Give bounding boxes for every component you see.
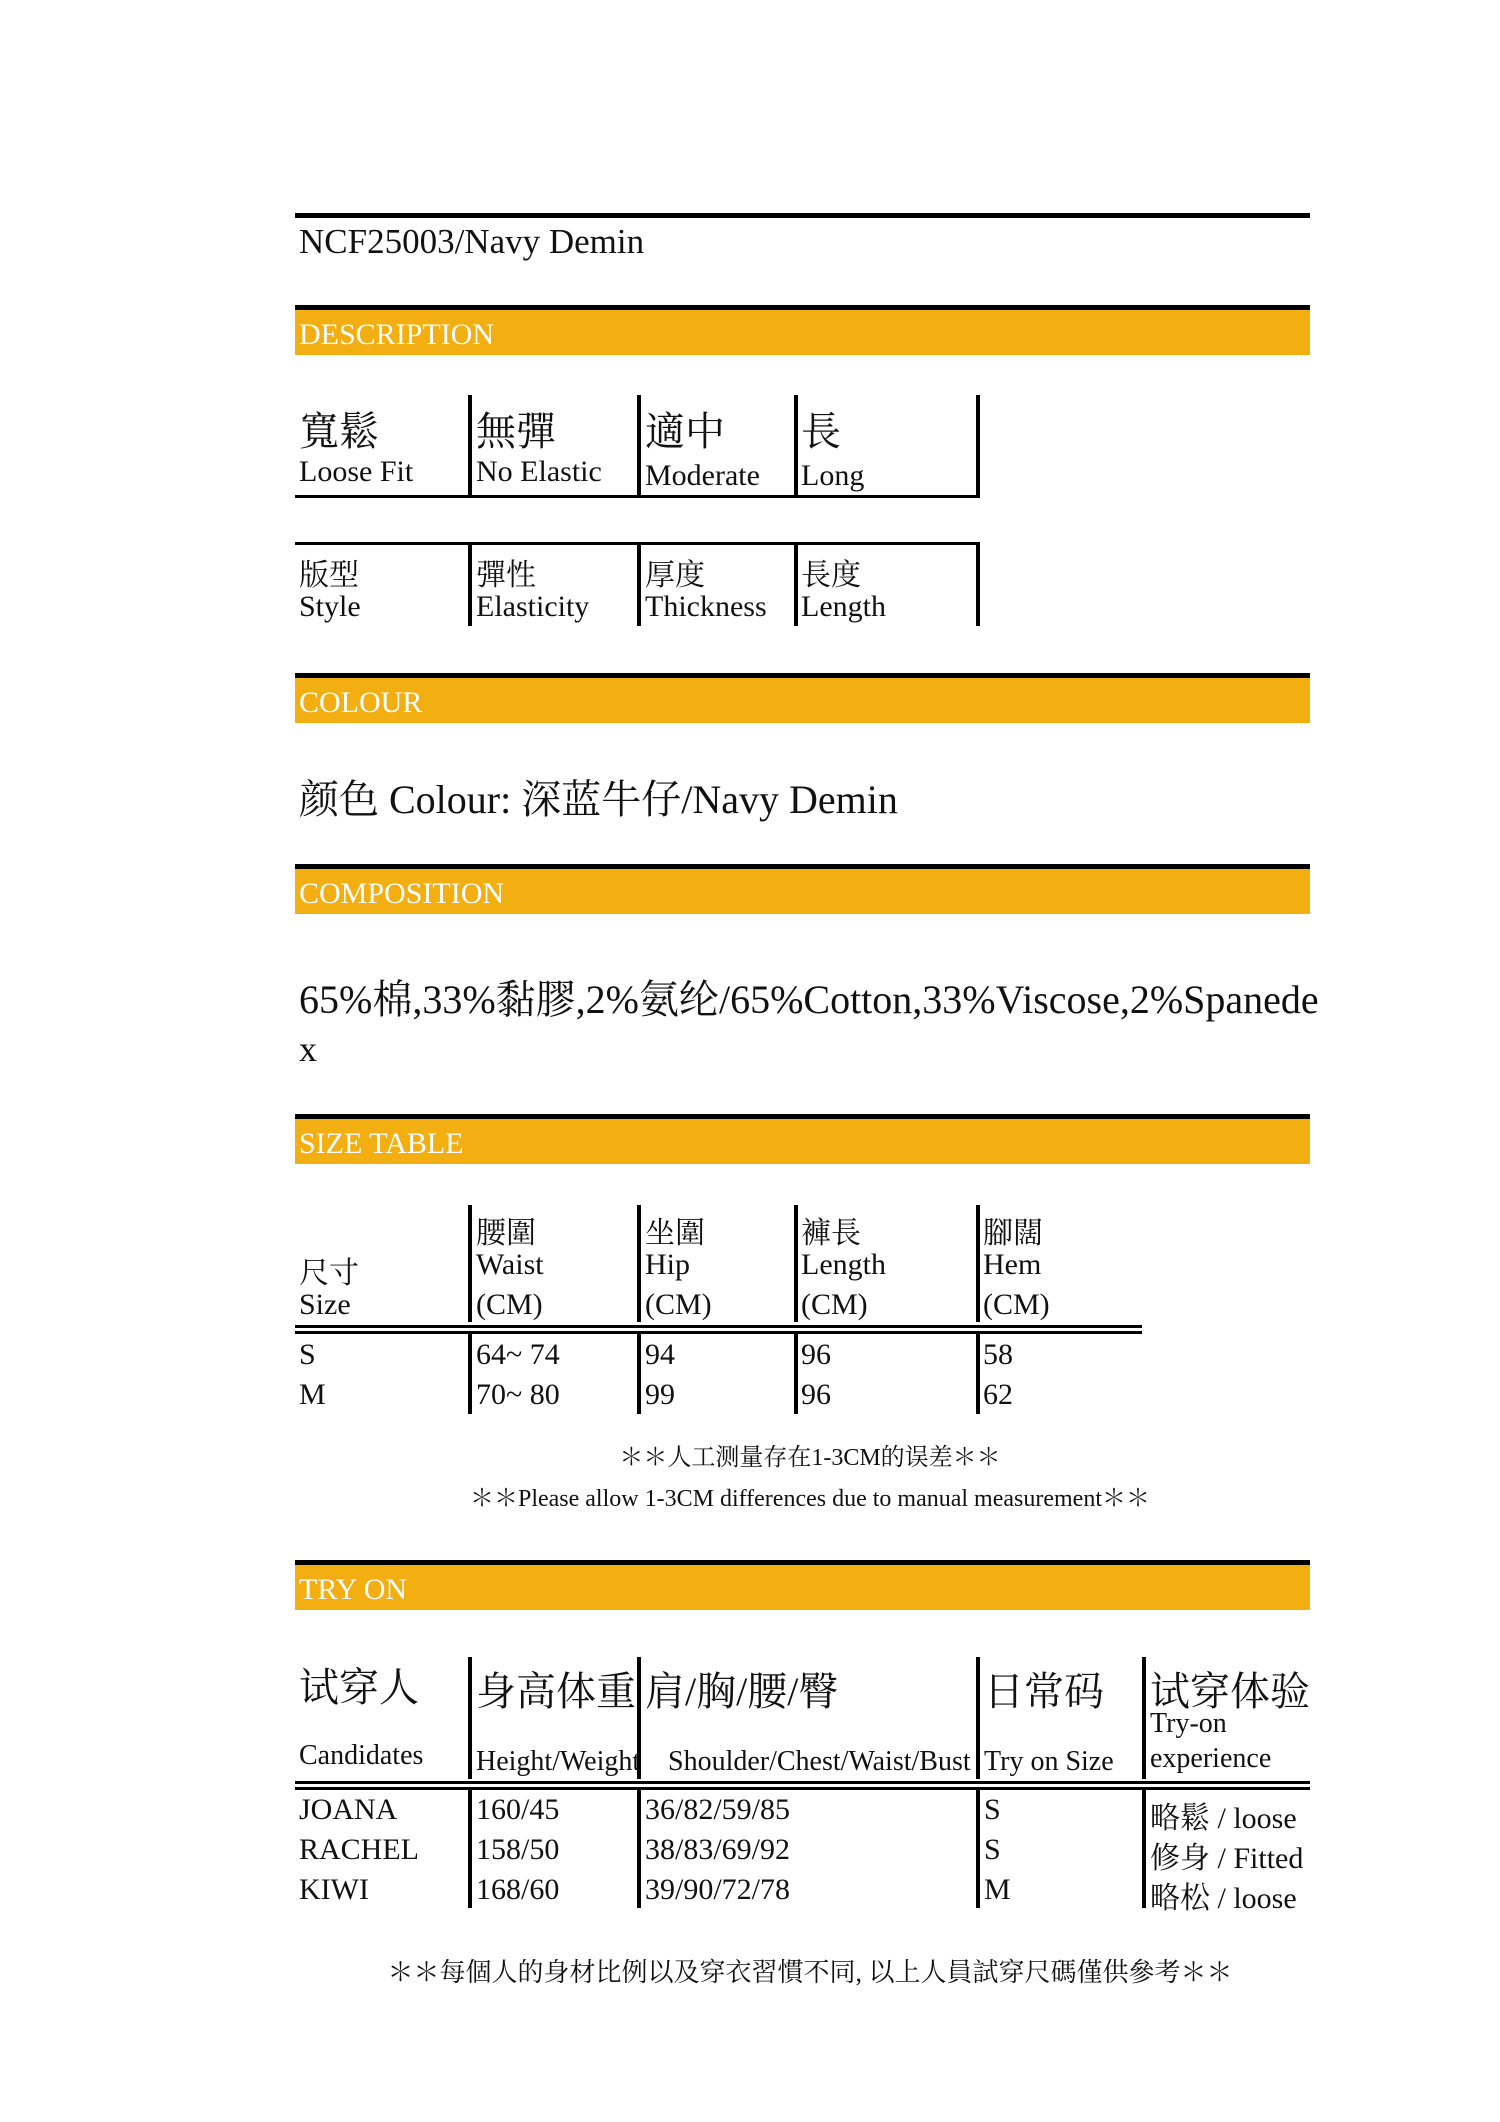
try-on-size-cell: S [984, 1833, 1001, 1866]
thickness-value-en: Moderate [645, 459, 760, 492]
divider [794, 395, 798, 497]
fit-value-zh: 寬鬆 [299, 409, 379, 454]
section-header-composition: COMPOSITION [295, 864, 1310, 914]
experience-cell: 略松 / loose [1150, 1882, 1297, 1915]
divider [794, 1205, 798, 1322]
thickness-label-en: Thickness [645, 590, 767, 623]
waist-header-unit: (CM) [476, 1288, 543, 1321]
divider [295, 1787, 1310, 1790]
height-weight-cell: 168/60 [476, 1873, 560, 1906]
length-label-en: Length [801, 590, 886, 623]
length-value-en: Long [801, 459, 865, 492]
divider [637, 542, 641, 626]
size-note-en: ＊＊Please allow 1-3CM differences due to manual measurement＊＊ [469, 1486, 1151, 1512]
section-header-colour: COLOUR [295, 673, 1310, 723]
length-cell: 96 [801, 1378, 831, 1411]
elastic-value-zh: 無彈 [476, 409, 556, 454]
try-on-size-header-en: Try on Size [984, 1746, 1114, 1777]
hem-header-unit: (CM) [983, 1288, 1050, 1321]
candidate-name: KIWI [299, 1873, 369, 1906]
size-header-en: Size [299, 1288, 351, 1321]
product-code: NCF25003/Navy Demin [299, 222, 645, 261]
experience-cell: 略鬆 / loose [1150, 1802, 1297, 1835]
experience-cell: 修身 / Fitted [1150, 1842, 1304, 1875]
elasticity-label-en: Elasticity [476, 590, 590, 623]
divider [1142, 1657, 1146, 1779]
divider [468, 542, 472, 626]
candidates-header-zh: 试穿人 [299, 1665, 419, 1710]
hem-header-zh: 腳闊 [983, 1217, 1043, 1250]
length-label-zh: 長度 [801, 559, 861, 592]
try-on-size-header-zh: 日常码 [984, 1669, 1104, 1714]
elastic-value-en: No Elastic [476, 455, 602, 488]
section-header-description: DESCRIPTION [295, 305, 1310, 355]
thickness-label-zh: 厚度 [645, 559, 705, 592]
elasticity-label-zh: 彈性 [476, 559, 536, 592]
candidates-header-en: Candidates [299, 1740, 424, 1771]
title-top-rule [295, 213, 1310, 218]
section-header-try-on: TRY ON [295, 1560, 1310, 1610]
waist-cell: 70~ 80 [476, 1378, 560, 1411]
divider [637, 1334, 641, 1414]
divider [468, 1657, 472, 1779]
length-header-en: Length [801, 1248, 886, 1281]
hip-header-zh: 坐圍 [645, 1217, 705, 1250]
divider [468, 1790, 472, 1908]
thickness-value-zh: 適中 [645, 409, 725, 454]
divider [976, 1657, 980, 1779]
section-header-size-table: SIZE TABLE [295, 1114, 1310, 1164]
style-label-zh: 版型 [299, 559, 359, 592]
hem-cell: 58 [983, 1338, 1013, 1371]
measurements-cell: 39/90/72/78 [645, 1873, 791, 1906]
measurements-header-en: Shoulder/Chest/Waist/Bust [668, 1746, 971, 1777]
size-cell: M [299, 1378, 326, 1411]
candidate-name: JOANA [299, 1793, 398, 1826]
divider [468, 1334, 472, 1414]
measurements-header-zh: 肩/胸/腰/臀 [645, 1669, 839, 1714]
fit-value-en: Loose Fit [299, 455, 414, 488]
divider [468, 1205, 472, 1322]
divider [637, 395, 641, 497]
size-note-zh: ＊＊人工测量存在1-3CM的误差＊＊ [619, 1445, 1001, 1471]
experience-header-zh: 试穿体验 [1150, 1669, 1310, 1714]
waist-header-zh: 腰圍 [476, 1217, 536, 1250]
divider [295, 1325, 1142, 1328]
try-on-size-cell: M [984, 1873, 1011, 1906]
hip-cell: 99 [645, 1378, 675, 1411]
height-weight-header-en: Height/Weight [476, 1746, 641, 1777]
waist-cell: 64~ 74 [476, 1338, 560, 1371]
measurements-cell: 38/83/69/92 [645, 1833, 791, 1866]
candidate-name: RACHEL [299, 1833, 419, 1866]
composition-text-wrap: x [299, 1029, 317, 1069]
hip-header-unit: (CM) [645, 1288, 712, 1321]
length-header-zh: 褲長 [801, 1217, 861, 1250]
divider [295, 495, 980, 498]
composition-text: 65%棉,33%黏膠,2%氨纶/65%Cotton,33%Viscose,2%Spanede [299, 977, 1319, 1022]
waist-header-en: Waist [476, 1248, 544, 1281]
divider [295, 1331, 1142, 1334]
try-on-size-cell: S [984, 1793, 1001, 1826]
divider [637, 1790, 641, 1908]
try-on-note: ＊＊每個人的身材比例以及穿衣習慣不同, 以上人員試穿尺碼僅供參考＊＊ [387, 1958, 1233, 1987]
height-weight-cell: 160/45 [476, 1793, 560, 1826]
divider [976, 1790, 980, 1908]
divider [794, 542, 798, 626]
measurements-cell: 36/82/59/85 [645, 1793, 791, 1826]
height-weight-cell: 158/50 [476, 1833, 560, 1866]
hem-cell: 62 [983, 1378, 1013, 1411]
length-cell: 96 [801, 1338, 831, 1371]
length-header-unit: (CM) [801, 1288, 868, 1321]
style-label-en: Style [299, 590, 361, 623]
colour-text: 颜色 Colour: 深蓝牛仔/Navy Demin [299, 777, 898, 822]
divider [295, 1781, 1310, 1784]
size-header-zh: 尺寸 [299, 1257, 359, 1290]
length-value-zh: 長 [801, 409, 841, 454]
divider [794, 1334, 798, 1414]
divider [637, 1205, 641, 1322]
experience-header-en: Try-on experience [1150, 1708, 1272, 1774]
divider [1142, 1790, 1146, 1908]
divider [976, 395, 980, 497]
height-weight-header-zh: 身高体重 [476, 1669, 636, 1714]
hip-cell: 94 [645, 1338, 675, 1371]
divider [468, 395, 472, 497]
divider [976, 1205, 980, 1322]
size-cell: S [299, 1338, 316, 1371]
hem-header-en: Hem [983, 1248, 1042, 1281]
divider [976, 1334, 980, 1414]
hip-header-en: Hip [645, 1248, 690, 1281]
divider [976, 542, 980, 626]
